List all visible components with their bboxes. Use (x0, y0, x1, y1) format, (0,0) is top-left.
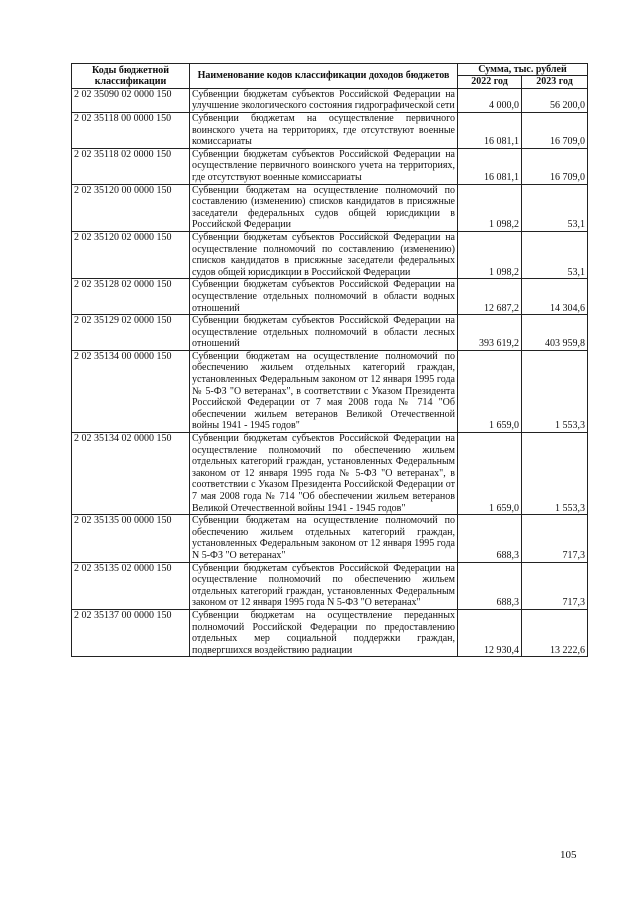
amount-2023-cell: 56 200,0 (522, 88, 588, 112)
amount-2023-cell: 1 553,3 (522, 433, 588, 515)
revenue-name-cell: Субвенции бюджетам субъектов Российской Федерации на осуществление полномочий по обеспечению жильем отдельных категорий граждан, установленных Федеральным законом от 12 января 1995 года № 5-ФЗ "О ветеранах", в соответствии с Указом Президента Российской Федерации от 7 мая 2008 года № 714 "Об обеспечении жильем ветеранов Великой Отечественной войны 1941 - 1945 годов" (190, 433, 458, 515)
table-row (72, 609, 588, 656)
revenue-name-cell: Субвенции бюджетам на осуществление переданных полномочий Российской Федерации по предоставлению отдельных мер социальной поддержки граждан, подвергшихся воздействию радиации (190, 609, 458, 656)
table-row (72, 184, 588, 231)
amount-2023-cell: 403 959,8 (522, 315, 588, 351)
budget-code-cell: 2 02 35135 02 0000 150 (72, 562, 190, 609)
budget-code-cell: 2 02 35128 02 0000 150 (72, 279, 190, 315)
revenue-name-cell: Субвенции бюджетам на осуществление первичного воинского учета на территориях, где отсутствуют военные комиссариаты (190, 113, 458, 149)
table-body (72, 88, 588, 657)
amount-2023-cell: 53,1 (522, 231, 588, 278)
amount-2022-cell: 16 081,1 (458, 148, 522, 184)
header-code-names: Наименование кодов классификации доходов бюджетов (190, 64, 458, 89)
page-number: 105 (560, 849, 577, 861)
budget-code-cell: 2 02 35134 02 0000 150 (72, 433, 190, 515)
amount-2023-cell: 717,3 (522, 515, 588, 562)
amount-2022-cell: 393 619,2 (458, 315, 522, 351)
table-row (72, 515, 588, 562)
amount-2022-cell: 1 098,2 (458, 184, 522, 231)
revenue-name-cell: Субвенции бюджетам субъектов Российской Федерации на осуществление отдельных полномочий в области водных отношений (190, 279, 458, 315)
budget-code-cell: 2 02 35129 02 0000 150 (72, 315, 190, 351)
header-sum: Сумма, тыс. рублей (458, 64, 588, 76)
table-row (72, 562, 588, 609)
revenue-name-cell: Субвенции бюджетам на осуществление полномочий по составлению (изменению) списков кандидатов в присяжные заседатели федеральных судов общей юрисдикции в Российской Федерации (190, 184, 458, 231)
table-row (72, 315, 588, 351)
revenue-name-cell: Субвенции бюджетам субъектов Российской Федерации на осуществление полномочий по обеспечению жильем отдельных категорий граждан, установленных Федеральным законом от 12 января 1995 года N 5-ФЗ "О ветеранах" (190, 562, 458, 609)
revenue-name-cell: Субвенции бюджетам на осуществление полномочий по обеспечению жильем отдельных категорий граждан, установленных Федеральным законом от 12 января 1995 года N 5-ФЗ "О ветеранах" (190, 515, 458, 562)
header-year-2022: 2022 год (458, 76, 522, 88)
budget-code-cell: 2 02 35135 00 0000 150 (72, 515, 190, 562)
table-row (72, 231, 588, 278)
table-row (72, 350, 588, 432)
revenue-name-cell: Субвенции бюджетам субъектов Российской Федерации на осуществление первичного воинского учета на территориях, где отсутствуют военные комиссариаты (190, 148, 458, 184)
budget-code-cell: 2 02 35134 00 0000 150 (72, 350, 190, 432)
amount-2022-cell: 12 930,4 (458, 609, 522, 656)
amount-2022-cell: 4 000,0 (458, 88, 522, 112)
budget-code-cell: 2 02 35120 02 0000 150 (72, 231, 190, 278)
table-row (72, 148, 588, 184)
amount-2022-cell: 688,3 (458, 562, 522, 609)
budget-code-cell: 2 02 35090 02 0000 150 (72, 88, 190, 112)
budget-code-cell: 2 02 35120 00 0000 150 (72, 184, 190, 231)
amount-2022-cell: 12 687,2 (458, 279, 522, 315)
amount-2023-cell: 1 553,3 (522, 350, 588, 432)
amount-2022-cell: 1 659,0 (458, 350, 522, 432)
table-row (72, 279, 588, 315)
header-year-2023: 2023 год (522, 76, 588, 88)
budget-code-cell: 2 02 35137 00 0000 150 (72, 609, 190, 656)
header-budget-codes: Коды бюджетной классификации (72, 64, 190, 89)
revenue-name-cell: Субвенции бюджетам субъектов Российской Федерации на осуществление отдельных полномочий в области лесных отношений (190, 315, 458, 351)
amount-2022-cell: 1 659,0 (458, 433, 522, 515)
revenue-name-cell: Субвенции бюджетам на осуществление полномочий по обеспечению жильем отдельных категорий граждан, установленных Федеральным законом от 12 января 1995 года № 5-ФЗ "О ветеранах", в соответствии с Указом Президента Российской Федерации от 7 мая 2008 года № 714 "Об обеспечении жильем ветеранов Великой Отечественной войны 1941 - 1945 годов" (190, 350, 458, 432)
amount-2023-cell: 16 709,0 (522, 113, 588, 149)
amount-2022-cell: 688,3 (458, 515, 522, 562)
revenue-name-cell: Субвенции бюджетам субъектов Российской Федерации на осуществление полномочий по составлению (изменению) списков кандидатов в присяжные заседатели федеральных судов общей юрисдикции в Российской Федерации (190, 231, 458, 278)
table-row (72, 433, 588, 515)
budget-code-cell: 2 02 35118 00 0000 150 (72, 113, 190, 149)
table-row (72, 88, 588, 112)
budget-revenue-table (71, 63, 588, 657)
amount-2023-cell: 16 709,0 (522, 148, 588, 184)
amount-2022-cell: 16 081,1 (458, 113, 522, 149)
amount-2022-cell: 1 098,2 (458, 231, 522, 278)
amount-2023-cell: 13 222,6 (522, 609, 588, 656)
amount-2023-cell: 53,1 (522, 184, 588, 231)
revenue-name-cell: Субвенции бюджетам субъектов Российской Федерации на улучшение экологического состояния гидрографической сети (190, 88, 458, 112)
amount-2023-cell: 14 304,6 (522, 279, 588, 315)
table-row (72, 113, 588, 149)
budget-code-cell: 2 02 35118 02 0000 150 (72, 148, 190, 184)
amount-2023-cell: 717,3 (522, 562, 588, 609)
